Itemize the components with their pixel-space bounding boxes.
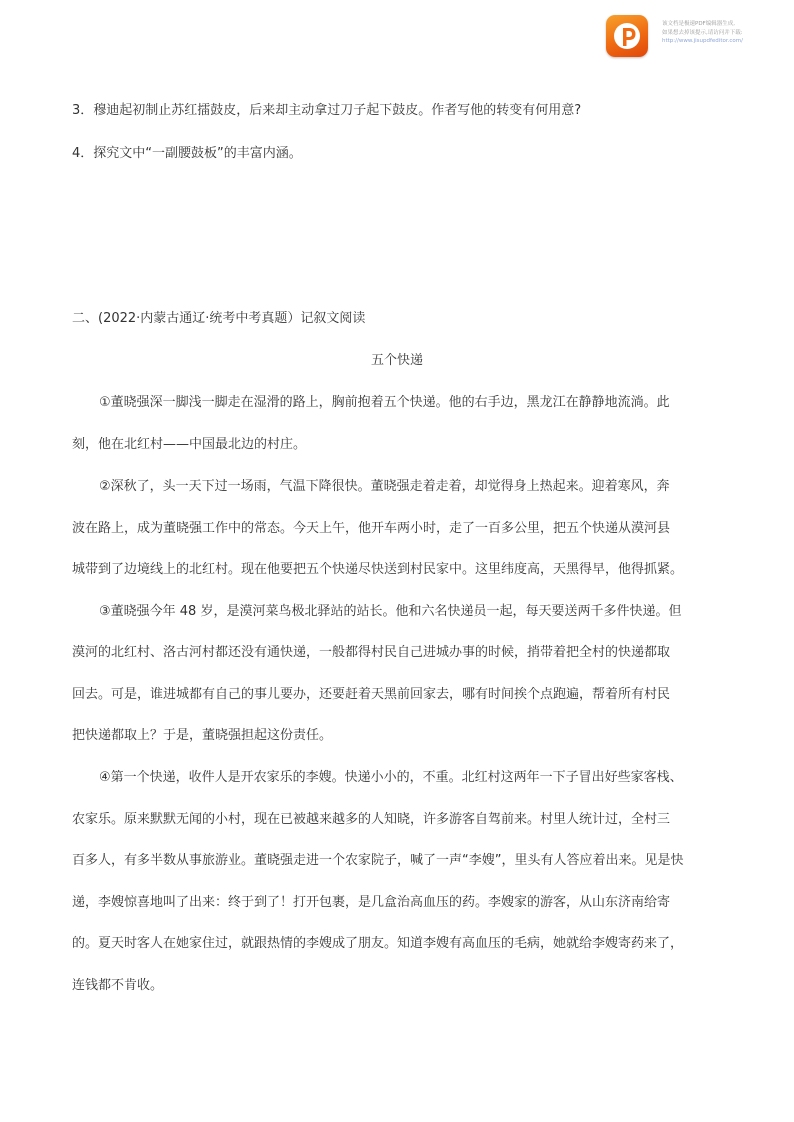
paragraph-3-line-3: 回去。可是，谁进城都有自己的事儿要办，还要赶着天黑前回家去，哪有时间挨个点跑遍，帮着所有村民 xyxy=(72,687,671,702)
watermark-line-1: 该文档是极速PDF编辑器生成, xyxy=(662,21,735,27)
paragraph-1-line-1: ①董晓强深一脚浅一脚走在湿滑的路上，胸前抱着五个快递。他的右手边，黑龙江在静静地流淌。此 xyxy=(99,395,670,410)
paragraph-2-line-3: 城带到了边境线上的北红村。现在他要把五个快递尽快送到村民家中。这里纬度高，天黑得早，他得抓紧。 xyxy=(72,562,684,577)
paragraph-4-line-5: 的。夏天时客人在她家住过，就跟热情的李嫂成了朋友。知道李嫂有高血压的毛病，她就给李嫂寄药来了， xyxy=(72,936,684,951)
watermark-text xyxy=(662,20,788,46)
watermark-url[interactable]: http://www.jisupdfeditor.com/ xyxy=(662,38,743,44)
watermark-line-2: 如果想去掉该提示,请访问并下载: xyxy=(662,29,743,36)
paragraph-3-line-4: 把快递都取上？于是，董晓强担起这份责任。 xyxy=(72,728,333,743)
question-4: 4．探究文中“一副腰鼓板”的丰富内涵。 xyxy=(72,146,302,161)
paragraph-2-line-2: 波在路上，成为董晓强工作中的常态。今天上午，他开车两小时，走了一百多公里，把五个快递从漠河县 xyxy=(72,521,671,536)
pdf-editor-logo-icon xyxy=(606,15,648,57)
paragraph-1-line-2: 刻，他在北红村——中国最北边的村庄。 xyxy=(72,437,307,452)
paragraph-4-line-3: 百多人，有多半数从事旅游业。董晓强走进一个农家院子，喊了一声“李嫂”，里头有人答应着出来。见是快 xyxy=(72,853,684,868)
section-heading: 二、(2022·内蒙古通辽·统考中考真题）记叙文阅读 xyxy=(72,311,366,326)
paragraph-4-line-6: 连钱都不肯收。 xyxy=(72,978,164,993)
paragraph-3-line-1: ③董晓强今年 48 岁，是漠河菜鸟极北驿站的站长。他和六名快递员一起，每天要送两千多件快递。但 xyxy=(99,604,682,619)
paragraph-4-line-2: 农家乐。原来默默无闻的小村，现在已被越来越多的人知晓，许多游客自驾前来。村里人统计过，全村三 xyxy=(72,812,671,827)
question-3: 3．穆迪起初制止苏红擂鼓皮，后来却主动拿过刀子起下鼓皮。作者写他的转变有何用意? xyxy=(72,103,582,118)
watermark xyxy=(606,15,786,59)
paragraph-2-line-1: ②深秋了，头一天下过一场雨，气温下降很快。董晓强走着走着，却觉得身上热起来。迎着寒风，奔 xyxy=(99,479,670,494)
paragraph-4-line-1: ④第一个快递，收件人是开农家乐的李嫂。快递小小的，不重。北红村这两年一下子冒出好些家客栈、 xyxy=(99,770,683,785)
paragraph-3-line-2: 漠河的北红村、洛古河村都还没有通快递，一般都得村民自己进城办事的时候，捎带着把全村的快递都取 xyxy=(72,645,671,660)
paragraph-4-line-4: 递，李嫂惊喜地叫了出来：终于到了！打开包裹，是几盒治高血压的药。李嫂家的游客，从山东济南给寄 xyxy=(72,895,671,910)
article-title: 五个快递 xyxy=(370,353,423,368)
